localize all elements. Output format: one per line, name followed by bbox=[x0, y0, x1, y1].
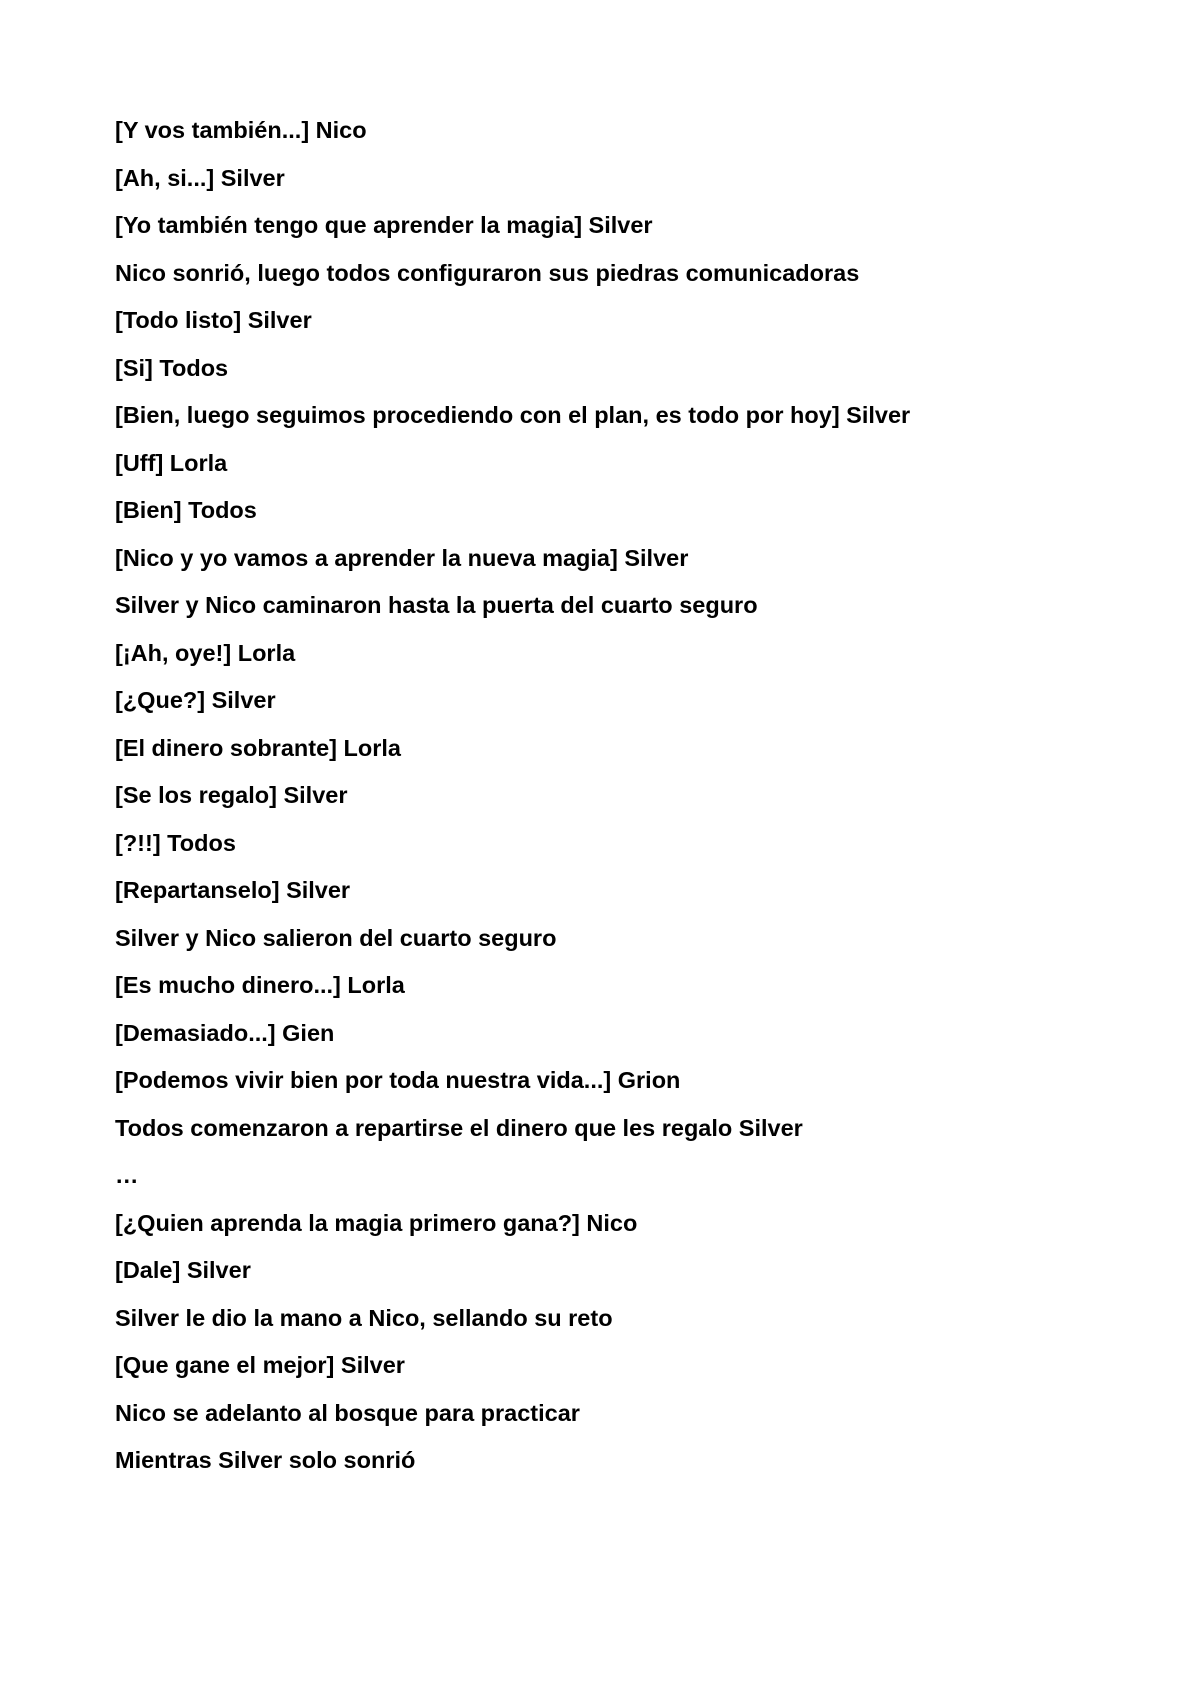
text-line: Todos comenzaron a repartirse el dinero que les regalo Silver bbox=[115, 1114, 803, 1141]
text-line: [El dinero sobrante] Lorla bbox=[115, 734, 401, 761]
text-line: [Que gane el mejor] Silver bbox=[115, 1352, 405, 1378]
text-line: [Repartanselo] Silver bbox=[115, 877, 351, 903]
text-line: [?!!] Todos bbox=[115, 829, 236, 856]
ellipsis-separator: … bbox=[115, 1162, 139, 1188]
text-line: [¿Que?] Silver bbox=[115, 687, 276, 713]
text-line: Nico se adelanto al bosque para practicar bbox=[115, 1399, 580, 1426]
text-line: [Y vos también...] Nico bbox=[115, 117, 367, 143]
text-line: [Uff] Lorla bbox=[115, 449, 228, 476]
document-body bbox=[115, 110, 1115, 1488]
text-line: Silver y Nico salieron del cuarto seguro bbox=[115, 924, 557, 951]
text-line: Silver y Nico caminaron hasta la puerta del cuarto seguro bbox=[115, 592, 758, 618]
text-line: [Nico y yo vamos a aprender la nueva magia] Silver bbox=[115, 544, 689, 571]
text-line: [Podemos vivir bien por toda nuestra vida...] Grion bbox=[115, 1067, 681, 1093]
text-line: [Todo listo] Silver bbox=[115, 307, 312, 333]
text-line: [Yo también tengo que aprender la magia] Silver bbox=[115, 212, 653, 238]
text-line: Mientras Silver solo sonrió bbox=[115, 1447, 416, 1473]
text-line: [Es mucho dinero...] Lorla bbox=[115, 972, 405, 998]
text-line: [Si] Todos bbox=[115, 354, 229, 381]
text-line: [Demasiado...] Gien bbox=[115, 1019, 335, 1046]
text-line: Silver le dio la mano a Nico, sellando su reto bbox=[115, 1304, 613, 1331]
text-line: [Bien, luego seguimos procediendo con el plan, es todo por hoy] Silver bbox=[115, 402, 911, 428]
text-line: [Bien] Todos bbox=[115, 497, 257, 523]
text-line: Nico sonrió, luego todos configuraron sus piedras comunicadoras bbox=[115, 259, 860, 286]
text-line: [¡Ah, oye!] Lorla bbox=[115, 639, 296, 666]
text-line: [Se los regalo] Silver bbox=[115, 782, 348, 808]
text-line: [Ah, si...] Silver bbox=[115, 164, 285, 191]
text-line: [Dale] Silver bbox=[115, 1257, 251, 1283]
text-line: [¿Quien aprenda la magia primero gana?] Nico bbox=[115, 1209, 638, 1236]
